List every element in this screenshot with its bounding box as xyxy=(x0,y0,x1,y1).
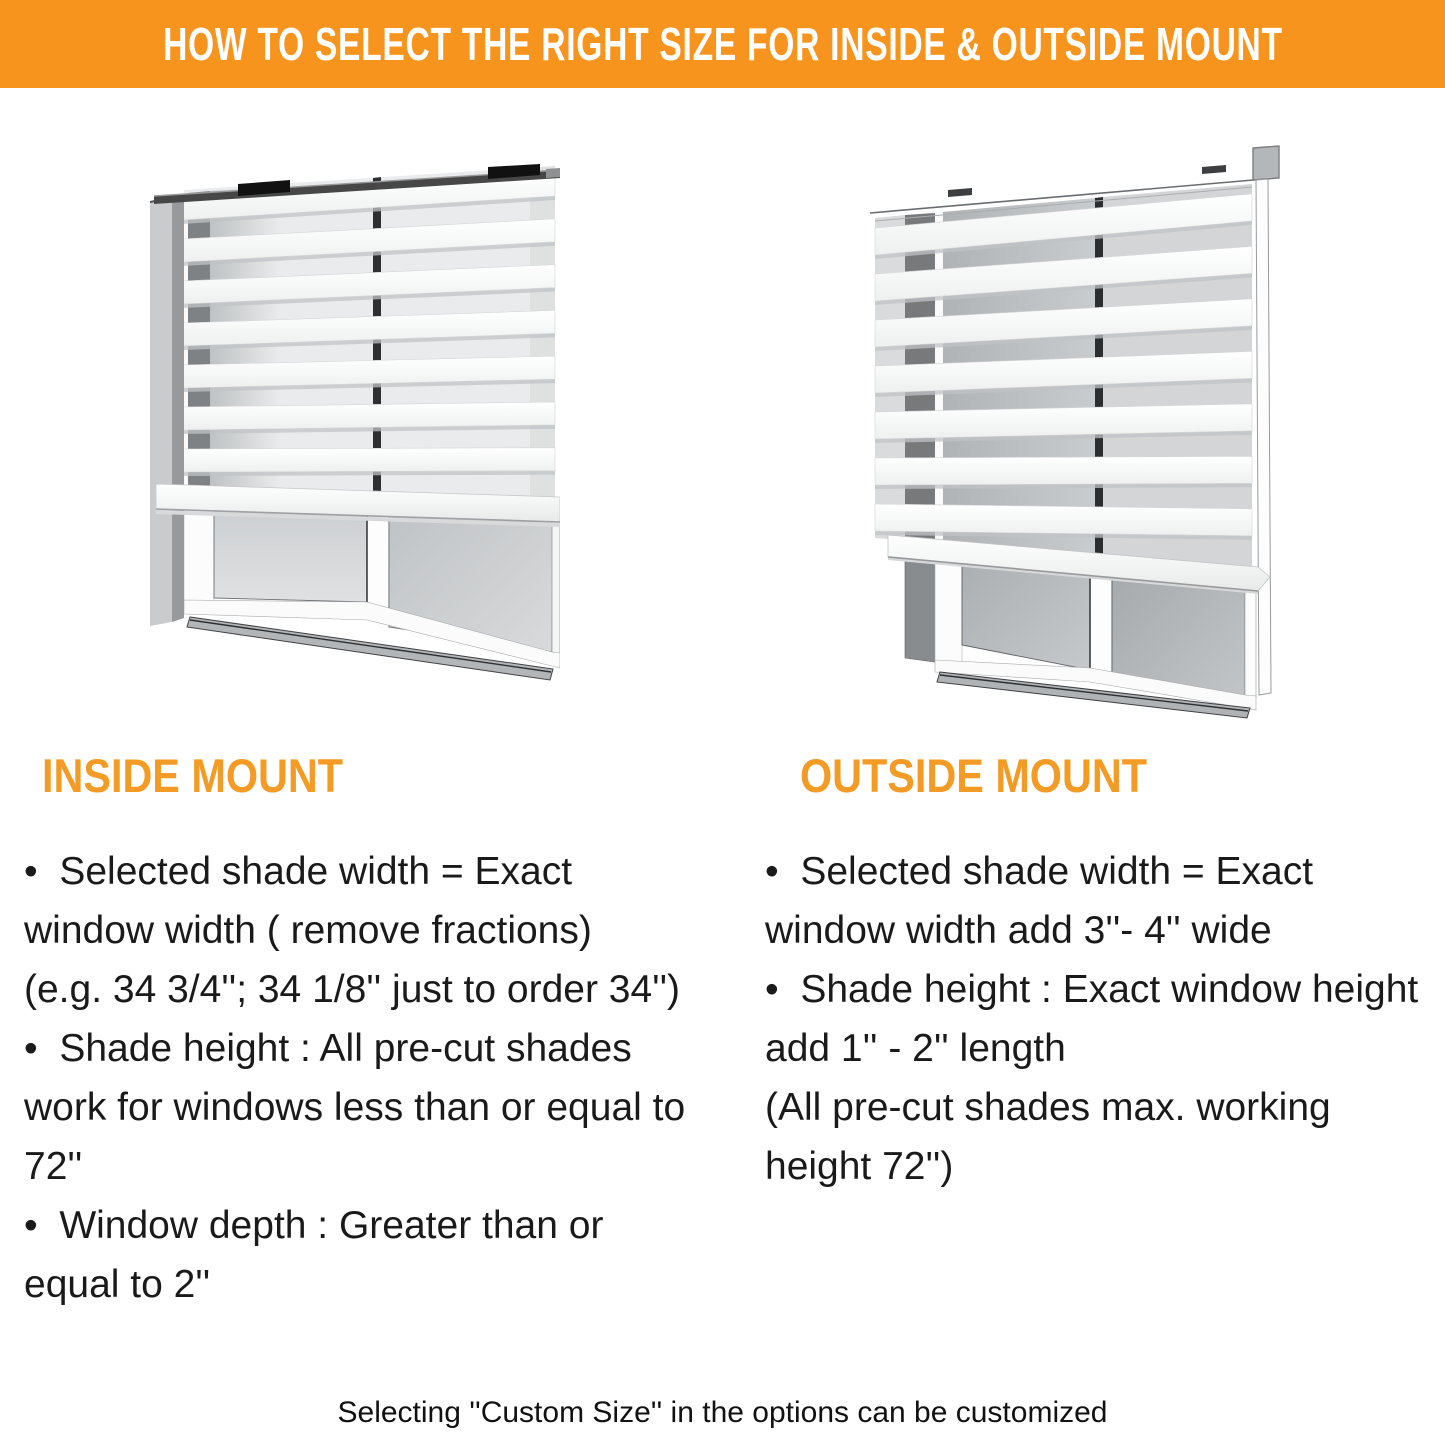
outside-mount-illustration xyxy=(850,140,1280,730)
bullet-line: add 1'' - 2'' length xyxy=(765,1027,1066,1070)
header-banner xyxy=(0,0,1445,88)
bullet-line: height 72'') xyxy=(765,1145,954,1188)
bullet-line: equal to 2'' xyxy=(24,1263,211,1306)
bullet-line: • Shade height : Exact window height xyxy=(765,968,1419,1011)
end-cap xyxy=(1253,146,1279,180)
bullet-line: • Selected shade width = Exact xyxy=(24,850,573,893)
fabric-stripe xyxy=(875,456,1252,485)
outside-mount-instructions xyxy=(765,842,1425,1196)
inside-mount-instructions xyxy=(24,842,754,1314)
bullet-line: (All pre-cut shades max. working xyxy=(765,1086,1331,1129)
outside-mount-title: OUTSIDE MOUNT xyxy=(800,749,1147,802)
bullet-line: • Window depth : Greater than or xyxy=(24,1204,604,1247)
fabric-stripe xyxy=(875,504,1252,536)
bullet-line: work for windows less than or equal to xyxy=(24,1086,686,1129)
custom-size-note: Selecting ''Custom Size'' in the options can be customized xyxy=(337,1396,1108,1429)
fabric-stripe xyxy=(182,402,555,430)
inside-mount-title: INSIDE MOUNT xyxy=(42,749,344,802)
bullet-line: (e.g. 34 3/4''; 34 1/8'' just to order 34'') xyxy=(24,968,681,1011)
bullet-line: • Shade height : All pre-cut shades xyxy=(24,1027,632,1070)
bullet-line: • Selected shade width = Exact xyxy=(765,850,1314,893)
bullet-line: 72'' xyxy=(24,1145,83,1188)
window-right-frame xyxy=(1256,179,1271,695)
page-title: HOW TO SELECT THE RIGHT SIZE FOR INSIDE & OUTSIDE MOUNT xyxy=(162,18,1283,70)
fabric-stripe xyxy=(182,448,555,472)
inside-mount-illustration xyxy=(150,150,560,685)
bullet-line: window width ( remove fractions) xyxy=(24,909,592,952)
window-left-jamb xyxy=(150,195,184,626)
bullet-line: window width add 3''- 4'' wide xyxy=(765,909,1272,952)
